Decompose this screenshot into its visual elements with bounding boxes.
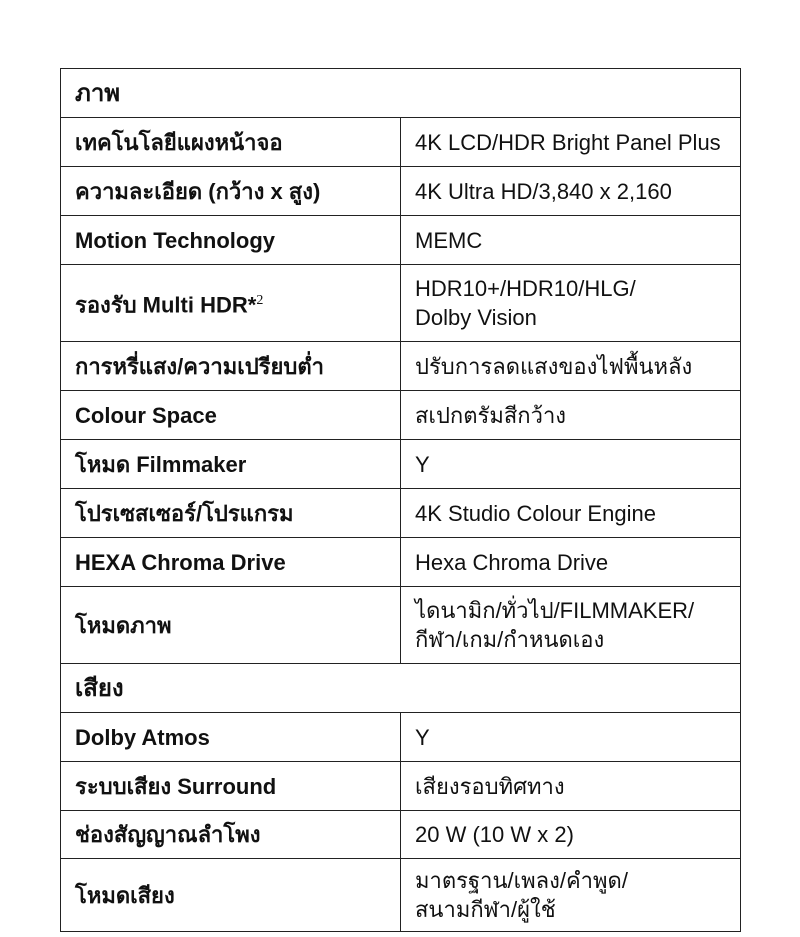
table-row [61, 440, 741, 489]
row-label: โหมดเสียง [61, 859, 401, 932]
row-label: การหรี่แสง/ความเปรียบต่ำ [61, 342, 401, 391]
table-row [61, 859, 741, 932]
row-label: โปรเซสเซอร์/โปรแกรม [61, 489, 401, 538]
row-value: Hexa Chroma Drive [401, 538, 741, 587]
row-value-line: HDR10+/HDR10/HLG/ [415, 276, 636, 301]
spec-table [60, 68, 741, 932]
section-title: เสียง [61, 664, 741, 713]
table-row [61, 167, 741, 216]
table-row [61, 216, 741, 265]
row-label: โหมดภาพ [61, 587, 401, 664]
row-value: MEMC [401, 216, 741, 265]
table-row [61, 391, 741, 440]
row-label: Motion Technology [61, 216, 401, 265]
row-value-cell [401, 265, 741, 342]
row-value: สเปกตรัมสีกว้าง [401, 391, 741, 440]
section-title: ภาพ [61, 69, 741, 118]
table-row [61, 762, 741, 811]
row-value-line: กีฬา/เกม/กำหนดเอง [415, 627, 605, 652]
section-header-picture [61, 69, 741, 118]
row-label: ความละเอียด (กว้าง x สูง) [61, 167, 401, 216]
row-label: HEXA Chroma Drive [61, 538, 401, 587]
table-row [61, 265, 741, 342]
table-row [61, 342, 741, 391]
row-label: Colour Space [61, 391, 401, 440]
row-value-cell [401, 587, 741, 664]
row-value-line: Dolby Vision [415, 305, 537, 330]
row-value: 4K Ultra HD/3,840 x 2,160 [401, 167, 741, 216]
row-value-cell [401, 859, 741, 932]
table-row [61, 538, 741, 587]
row-label: ช่องสัญญาณลำโพง [61, 811, 401, 859]
row-value: Y [401, 713, 741, 762]
footnote-marker: 2 [256, 293, 264, 309]
row-value: Y [401, 440, 741, 489]
row-label: ระบบเสียง Surround [61, 762, 401, 811]
row-label: เทคโนโลยีแผงหน้าจอ [61, 118, 401, 167]
row-value: 4K Studio Colour Engine [401, 489, 741, 538]
table-row [61, 811, 741, 859]
row-value: ปรับการลดแสงของไฟพื้นหลัง [401, 342, 741, 391]
row-value: 4K LCD/HDR Bright Panel Plus [401, 118, 741, 167]
spec-table-body [61, 69, 741, 932]
row-label: รองรับ Multi HDR* [75, 292, 257, 318]
table-row [61, 713, 741, 762]
row-label: Dolby Atmos [61, 713, 401, 762]
row-label: โหมด Filmmaker [61, 440, 401, 489]
row-value-line: สนามกีฬา/ผู้ใช้ [415, 897, 556, 922]
row-value: เสียงรอบทิศทาง [401, 762, 741, 811]
row-value: 20 W (10 W x 2) [401, 811, 741, 859]
row-label-cell [61, 265, 401, 342]
row-value-line: ไดนามิก/ทั่วไป/FILMMAKER/ [415, 598, 695, 623]
table-row [61, 489, 741, 538]
table-row [61, 118, 741, 167]
section-header-sound [61, 664, 741, 713]
table-row [61, 587, 741, 664]
row-value-line: มาตรฐาน/เพลง/คำพูด/ [415, 868, 628, 893]
